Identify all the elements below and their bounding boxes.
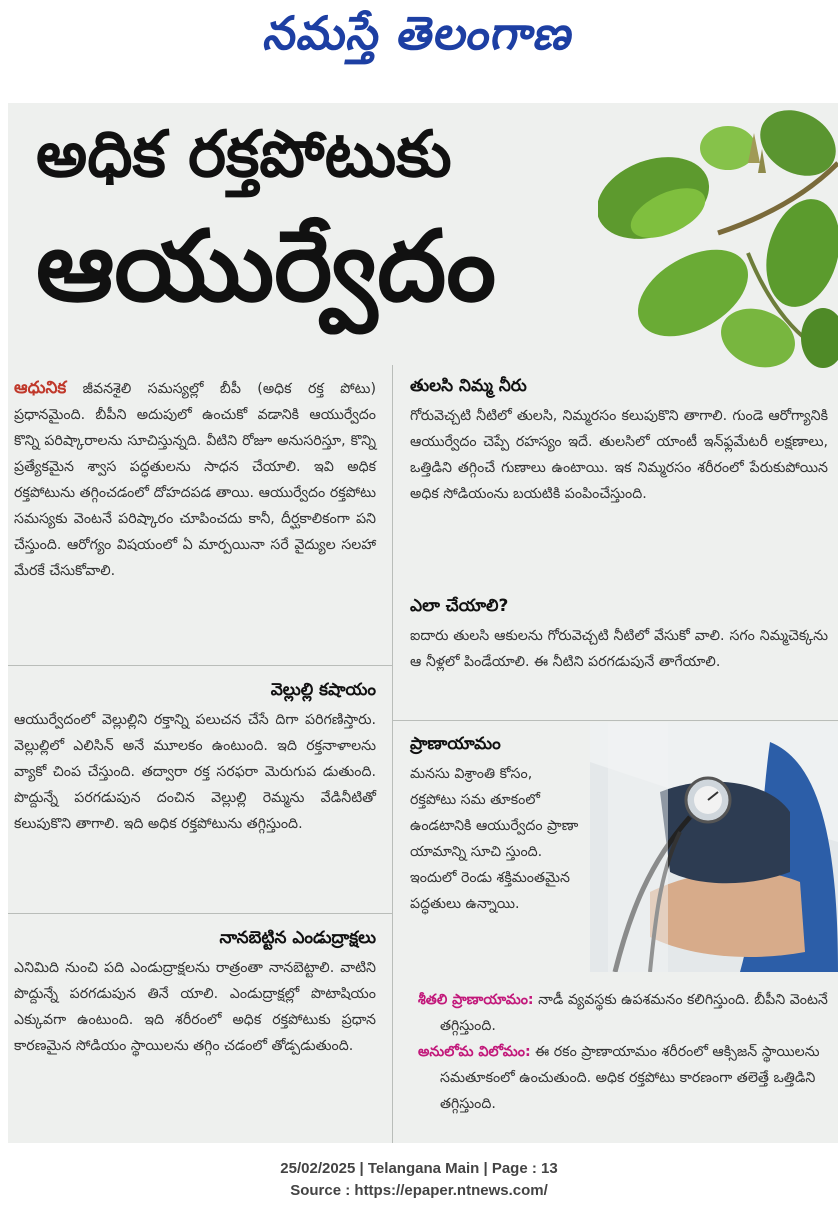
column-divider bbox=[392, 365, 393, 1143]
headline-line-1: అధిక రక్తపోటుకు bbox=[36, 118, 452, 192]
tulsi-leaves-image bbox=[598, 103, 838, 373]
raisins-text: ఎనిమిది నుంచి పది ఎండుద్రాక్షలను రాత్రంతా నానబెట్టాలి. వాటిని పొద్దున్నే పరగడుపున తినే యాలి. ఎండుద్రాక్షల్లో పొటాషియం ఎక్కువగా ఉంటుంది. ఇది శరీరంలో అధిక రక్తపోటుకు ప్రధాన కారణమైన సోడియం స్థాయిలను తగ్గిం చడంలో తోడ్పడుతుంది. bbox=[14, 960, 376, 1054]
garlic-text: ఆయుర్వేదంలో వెల్లుల్లిని రక్తాన్ని పలుచన చేసే దిగా పరిగణిస్తారు. వెల్లుల్లిలో ఎలిసిన్ అనే మూలకం ఉంటుంది. ఇది రక్తనాళాలను వ్యాకో చింప చేస్తుంది. తద్వారా రక్త సరఫరా మెరుగుప డుతుంది. పొద్దున్నే పరగడుపున దంచిన వెల్లుల్లి రెమ్మను వేడినీటితో కలుపుకొని తాగాలి. ఇది అధిక రక్తపోటును తగ్గిస్తుంది. bbox=[14, 712, 376, 832]
anulom-paragraph bbox=[418, 1039, 830, 1117]
pranayama-heading: ప్రాణాయామం bbox=[410, 734, 501, 754]
article-clipping bbox=[8, 103, 838, 1143]
anulom-label: అనులోమ విలోమం: bbox=[418, 1044, 531, 1060]
pranayama-section bbox=[410, 731, 580, 917]
how-heading: ఎలా చేయాలి? bbox=[410, 596, 509, 616]
sheetali-text: నాడీ వ్యవస్థకు ఉపశమనం కలిగిస్తుంది. బీపీని వెంటనే తగ్గిస్తుంది. bbox=[440, 992, 828, 1034]
newspaper-logo: నమస్తే తెలంగాణ bbox=[260, 6, 580, 60]
intro-text: జీవనశైలి సమస్యల్లో బీపీ (అధిక రక్త పోటు) ప్రధానమైంది. బీపీని అదుపులో ఉంచుకో వడానికి ఆయుర్వేదం కొన్ని పరిష్కారాలను సూచిస్తున్నది. వీటిని రోజూ అనుసరిస్తూ, కొన్ని ప్రత్యేకమైన శ్వాస పద్ధతులను సాధన చేయాలి. ఇవి అధిక రక్తపోటును తగ్గించడంలో దోహదపడ తాయి. ఆయుర్వేదం రక్తపోటు సమస్యకు వెంటనే పరిష్కారం చూపించదు కానీ, దీర్ఘకాలికంగా పని చేస్తుంది. ఆరోగ్యం విషయంలో ఏ మార్పయినా సరే వైద్యుల సలహా మేరకే చేసుకోవాలి. bbox=[14, 381, 376, 579]
pranayama-techniques bbox=[418, 987, 830, 1117]
sheetali-label: శీతలి ప్రాణాయామం: bbox=[418, 992, 534, 1008]
footer-date-page: 25/02/2025 | Telangana Main | Page : 13 bbox=[280, 1160, 558, 1177]
footer-source: Source : https://epaper.ntnews.com/ bbox=[290, 1182, 548, 1199]
section-divider bbox=[8, 913, 392, 914]
garlic-heading: వెల్లుల్లి కషాయం bbox=[270, 680, 376, 700]
garlic-section bbox=[14, 677, 376, 837]
tulsi-heading: తులసి నిమ్మ నీరు bbox=[410, 376, 527, 396]
footer bbox=[0, 1158, 838, 1202]
headline bbox=[36, 111, 636, 327]
blood-pressure-photo bbox=[590, 722, 838, 972]
pranayama-text: మనసు విశ్రాంతి కోసం, రక్తపోటు సమ తూకంలో ఉండటానికి ఆయుర్వేదం ప్రాణా యామాన్ని సూచి స్తుంది. ఇందులో రెండు శక్తిమంతమైన పద్ధతులు ఉన్నాయి. bbox=[410, 766, 579, 912]
raisins-section bbox=[14, 925, 376, 1059]
blood-pressure-cuff-image bbox=[590, 722, 838, 972]
sheetali-paragraph bbox=[418, 987, 830, 1039]
tulsi-section bbox=[410, 373, 828, 507]
intro-lead-word: ఆధునిక bbox=[14, 378, 67, 398]
how-section bbox=[410, 593, 828, 675]
section-divider bbox=[392, 720, 838, 721]
masthead bbox=[0, 0, 838, 84]
section-divider bbox=[8, 665, 392, 666]
intro-paragraph bbox=[14, 375, 376, 584]
tulsi-text: గోరువెచ్చటి నీటిలో తులసి, నిమ్మరసం కలుపుకొని తాగాలి. గుండె ఆరోగ్యానికి ఆయుర్వేదం చెప్పే రహస్యం ఇదే. తులసిలో యాంటీ ఇన్‌ఫ్లమేటరీ లక్షణాలు, ఒత్తిడిని తగ్గించే గుణాలు ఉంటాయి. ఇక నిమ్మరసం శరీరంలో పేరుకుపోయిన అధిక సోడియంను బయటికి పంపించేస్తుంది. bbox=[410, 408, 828, 502]
anulom-text: ఈ రకం ప్రాణాయామం శరీరంలో ఆక్సిజన్ స్థాయిలను సమతూకంలో ఉంచుతుంది. అధిక రక్తపోటు కారణంగా తలెత్తే ఒత్తిడిని తగ్గిస్తుంది. bbox=[440, 1044, 820, 1112]
raisins-heading: నానబెట్టిన ఎండుద్రాక్షలు bbox=[219, 928, 376, 948]
how-text: ఐదారు తులసి ఆకులను గోరువెచ్చటి నీటిలో వేసుకో వాలి. సగం నిమ్మచెక్కను ఆ నీళ్లలో పిండేయాలి. ఈ నీటిని పరగడుపునే తాగేయాలి. bbox=[410, 628, 828, 670]
headline-line-2: ఆయుర్వేదం bbox=[36, 210, 497, 324]
